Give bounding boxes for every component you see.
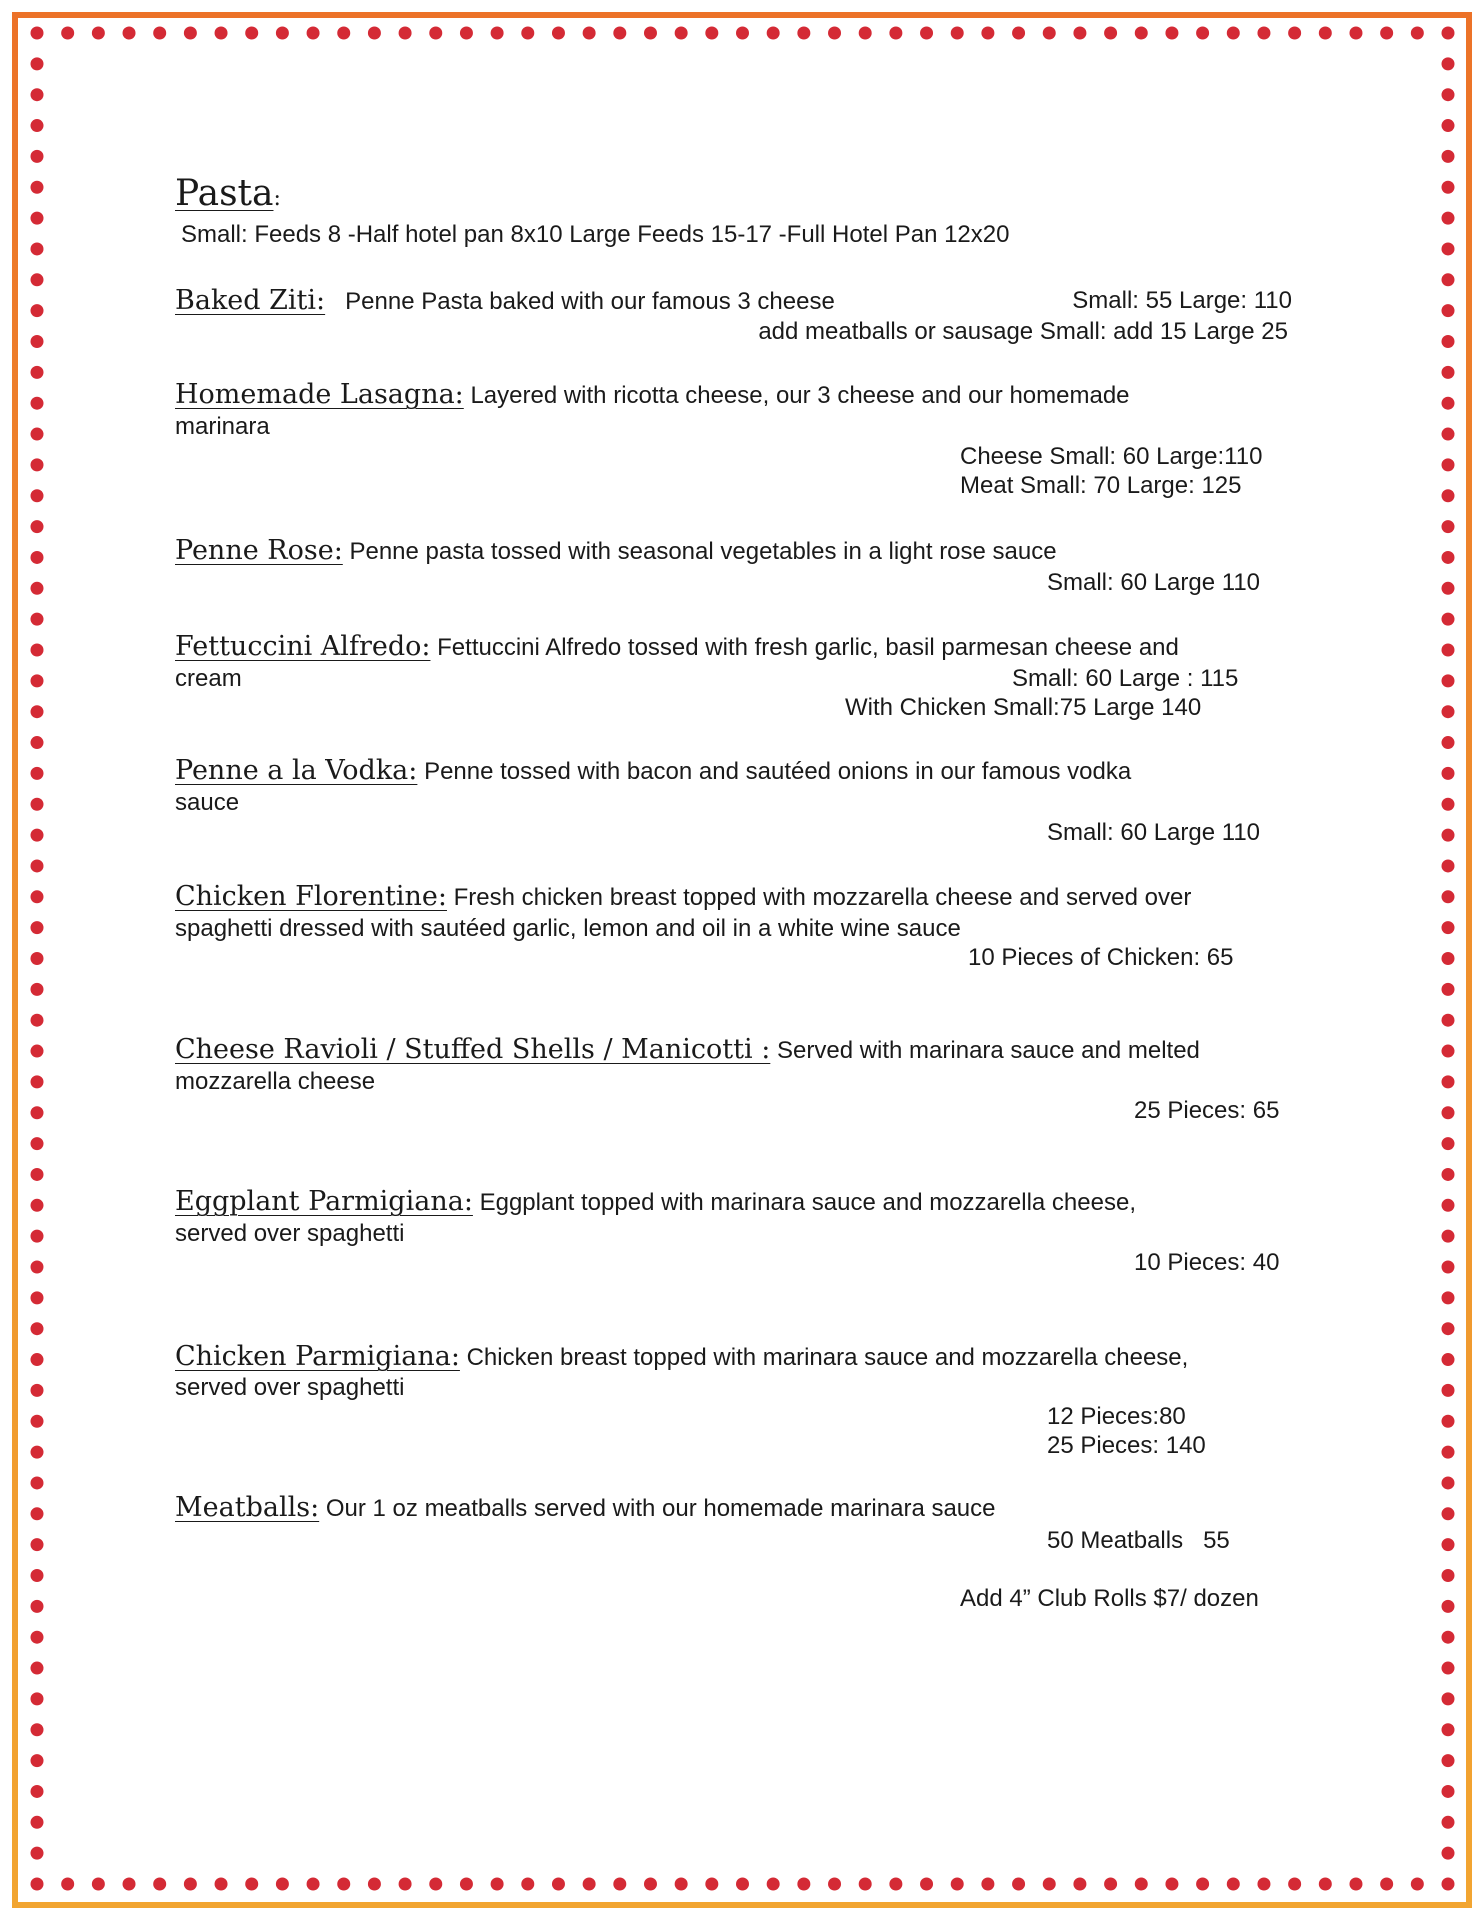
menu-item-baked-ziti: [175, 286, 835, 317]
item-price: Small: 55 Large: 110: [1072, 287, 1292, 314]
item-name: Chicken Parmigiana:: [175, 1341, 460, 1372]
item-description: Penne Pasta baked with our famous 3 cheese: [345, 288, 835, 315]
item-name: Penne a la Vodka:: [175, 755, 418, 786]
item-description-cont: served over spaghetti: [175, 1374, 405, 1401]
item-price: 25 Pieces: 65: [1134, 1097, 1280, 1124]
item-price: 50 Meatballs 55: [1047, 1527, 1230, 1554]
item-name: Chicken Florentine:: [175, 881, 447, 912]
item-description: Layered with ricotta cheese, our 3 cheese and our homemade: [470, 382, 1130, 409]
item-name: Baked Ziti:: [175, 285, 326, 316]
item-name: Fettuccini Alfredo:: [175, 631, 431, 662]
item-description-cont: served over spaghetti: [175, 1220, 405, 1247]
item-description: Penne tossed with bacon and sautéed onions in our famous vodka: [424, 758, 1132, 785]
menu-item-lasagna: [175, 380, 1130, 411]
item-description: Eggplant topped with marinara sauce and mozzarella cheese,: [479, 1189, 1136, 1216]
item-description-cont: spaghetti dressed with sautéed garlic, lemon and oil in a white wine sauce: [175, 915, 961, 942]
item-description: Served with marinara sauce and melted: [777, 1037, 1200, 1064]
item-price: Small: 60 Large : 115: [1012, 665, 1239, 692]
item-name: Cheese Ravioli / Stuffed Shells / Manicotti :: [175, 1034, 771, 1065]
item-price-cheese: Cheese Small: 60 Large:110: [960, 443, 1263, 470]
item-description-cont: mozzarella cheese: [175, 1068, 376, 1095]
item-name: Eggplant Parmigiana:: [175, 1186, 473, 1217]
item-name: Homemade Lasagna:: [175, 379, 464, 410]
menu-item-chicken-florentine: [175, 882, 1191, 913]
footer-note: Add 4” Club Rolls $7/ dozen: [960, 1585, 1259, 1612]
item-addon-price: add meatballs or sausage Small: add 15 Large 25: [758, 318, 1288, 345]
item-description-cont: sauce: [175, 789, 240, 816]
menu-item-chicken-parmigiana: [175, 1342, 1188, 1373]
item-description: Chicken breast topped with marinara sauce and mozzarella cheese,: [466, 1344, 1189, 1371]
item-description-cont: marinara: [175, 413, 270, 440]
section-title: Pasta:: [175, 173, 281, 214]
menu-item-penne-vodka: [175, 756, 1131, 787]
menu-item-eggplant-parmigiana: [175, 1187, 1136, 1218]
menu-item-penne-rose: [175, 536, 1057, 567]
item-price-12: 12 Pieces:80: [1047, 1403, 1186, 1430]
item-price-chicken: With Chicken Small:75 Large 140: [845, 694, 1202, 721]
item-price: Small: 60 Large 110: [1047, 569, 1261, 596]
item-description: Our 1 oz meatballs served with our homemade marinara sauce: [325, 1495, 996, 1522]
item-price: Small: 60 Large 110: [1047, 819, 1261, 846]
item-description: Fettuccini Alfredo tossed with fresh garlic, basil parmesan cheese and: [437, 634, 1179, 661]
item-description: Fresh chicken breast topped with mozzarella cheese and served over: [453, 884, 1192, 911]
item-description: Penne pasta tossed with seasonal vegetables in a light rose sauce: [349, 538, 1057, 565]
menu-item-meatballs: [175, 1493, 996, 1524]
item-price-25: 25 Pieces: 140: [1047, 1432, 1206, 1459]
item-price: 10 Pieces: 40: [1134, 1249, 1280, 1276]
sizes-note: Small: Feeds 8 -Half hotel pan 8x10 Large Feeds 15-17 -Full Hotel Pan 12x20: [181, 221, 1010, 248]
item-name: Meatballs:: [175, 1492, 320, 1523]
item-name: Penne Rose:: [175, 535, 343, 566]
item-description-cont: cream: [175, 665, 242, 692]
menu-item-fettuccini-alfredo: [175, 632, 1179, 663]
item-price-meat: Meat Small: 70 Large: 125: [960, 472, 1242, 499]
menu-item-ravioli-shells-manicotti: [175, 1035, 1200, 1066]
item-price: 10 Pieces of Chicken: 65: [968, 944, 1234, 971]
